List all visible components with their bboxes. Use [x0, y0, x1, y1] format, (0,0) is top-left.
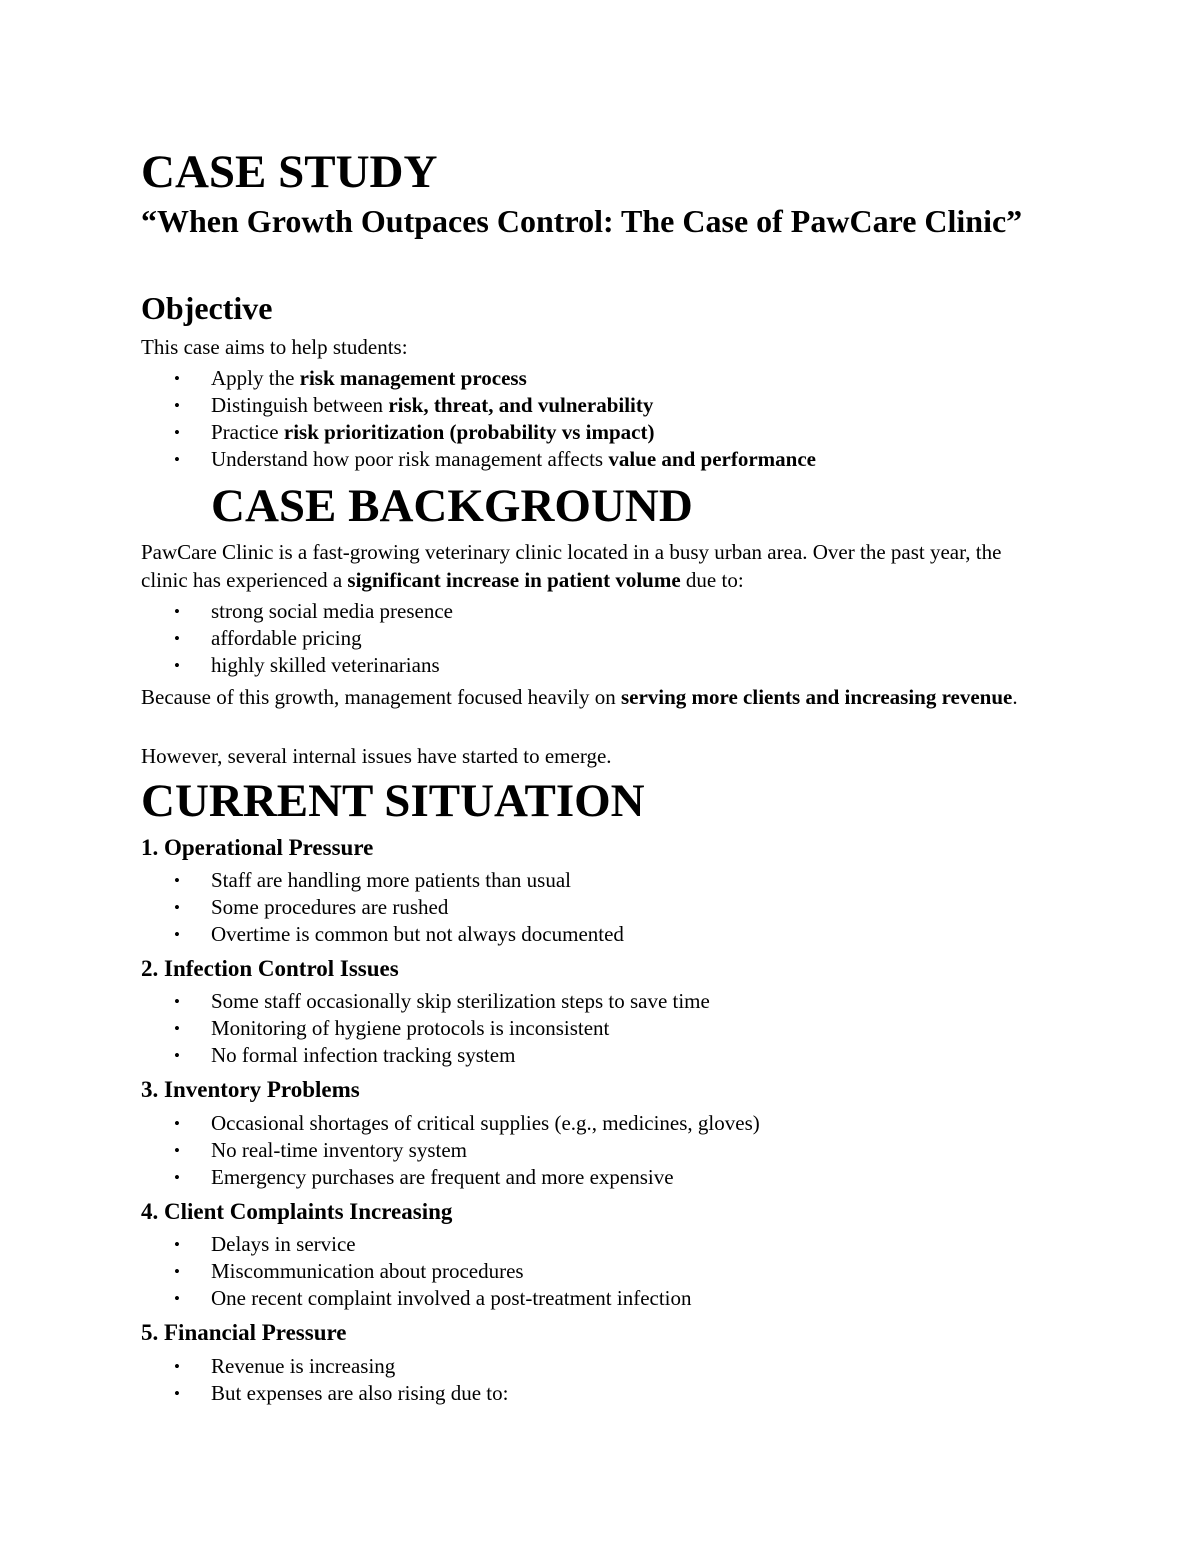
bullet-icon: • [174, 1046, 180, 1065]
background-paragraph-2: Because of this growth, management focused heavily on serving more clients and increasing revenue. [141, 685, 1018, 709]
list-item: • No formal infection tracking system [174, 1043, 516, 1067]
bullet-icon: • [174, 450, 180, 469]
list-item: • strong social media presence [174, 599, 453, 623]
bullet-icon: • [174, 1141, 180, 1160]
list-item: • highly skilled veterinarians [174, 653, 440, 677]
complaints-list [141, 1231, 1041, 1312]
infection-list [141, 988, 1041, 1069]
list-item: • Distinguish between risk, threat, and vulnerability [174, 393, 654, 417]
operational-list [141, 867, 1041, 948]
section-heading-infection: 2. Infection Control Issues [141, 956, 399, 981]
list-item: • Overtime is common but not always documented [174, 922, 624, 946]
list-item: • But expenses are also rising due to: [174, 1381, 509, 1405]
bullet-icon: • [174, 369, 180, 388]
bullet-icon: • [174, 602, 180, 621]
background-heading: CASE BACKGROUND [211, 480, 693, 532]
objective-list [141, 365, 1041, 473]
bullet-icon: • [174, 1235, 180, 1254]
background-paragraph-3: However, several internal issues have started to emerge. [141, 744, 612, 768]
list-item: • Occasional shortages of critical supplies (e.g., medicines, gloves) [174, 1111, 760, 1135]
section-heading-inventory: 3. Inventory Problems [141, 1077, 360, 1102]
objective-heading: Objective [141, 290, 273, 326]
bullet-icon: • [174, 1384, 180, 1403]
section-heading-financial: 5. Financial Pressure [141, 1320, 347, 1345]
bullet-icon: • [174, 871, 180, 890]
bullet-icon: • [174, 898, 180, 917]
bullet-icon: • [174, 1019, 180, 1038]
situation-heading: CURRENT SITUATION [141, 775, 645, 827]
list-item: • Apply the risk management process [174, 366, 527, 390]
list-item: • Delays in service [174, 1232, 356, 1256]
list-item: • No real-time inventory system [174, 1138, 468, 1162]
list-item: • One recent complaint involved a post-treatment infection [174, 1286, 692, 1310]
bullet-icon: • [174, 1357, 180, 1376]
bullet-icon: • [174, 1168, 180, 1187]
list-item: • affordable pricing [174, 626, 362, 650]
list-item: • Monitoring of hygiene protocols is inconsistent [174, 1016, 610, 1040]
list-item: • Staff are handling more patients than usual [174, 868, 572, 892]
list-item: • Miscommunication about procedures [174, 1259, 524, 1283]
list-item: • Some procedures are rushed [174, 895, 449, 919]
bullet-icon: • [174, 1289, 180, 1308]
bullet-icon: • [174, 1262, 180, 1281]
list-item: • Revenue is increasing [174, 1354, 396, 1378]
bullet-icon: • [174, 423, 180, 442]
inventory-list [141, 1110, 1041, 1191]
background-list [141, 598, 1041, 679]
section-heading-complaints: 4. Client Complaints Increasing [141, 1199, 453, 1224]
list-item: • Some staff occasionally skip sterilization steps to save time [174, 989, 710, 1013]
list-item: • Practice risk prioritization (probability vs impact) [174, 420, 655, 444]
objective-intro: This case aims to help students: [141, 335, 408, 359]
bullet-icon: • [174, 1114, 180, 1133]
case-subtitle: “When Growth Outpaces Control: The Case of PawCare Clinic” [141, 203, 1023, 239]
bullet-icon: • [174, 992, 180, 1011]
section-heading-operational: 1. Operational Pressure [141, 835, 374, 860]
bullet-icon: • [174, 656, 180, 675]
bullet-icon: • [174, 396, 180, 415]
financial-list [141, 1353, 1041, 1407]
page-title: CASE STUDY [141, 146, 438, 198]
list-item: • Understand how poor risk management affects value and performance [174, 447, 816, 471]
background-paragraph-1: PawCare Clinic is a fast-growing veterinary clinic located in a busy urban area. Over the past year, the clinic has experienced a significant increase in patient volume due to: [141, 540, 1002, 592]
list-item: • Emergency purchases are frequent and more expensive [174, 1165, 674, 1189]
bullet-icon: • [174, 925, 180, 944]
bullet-icon: • [174, 629, 180, 648]
